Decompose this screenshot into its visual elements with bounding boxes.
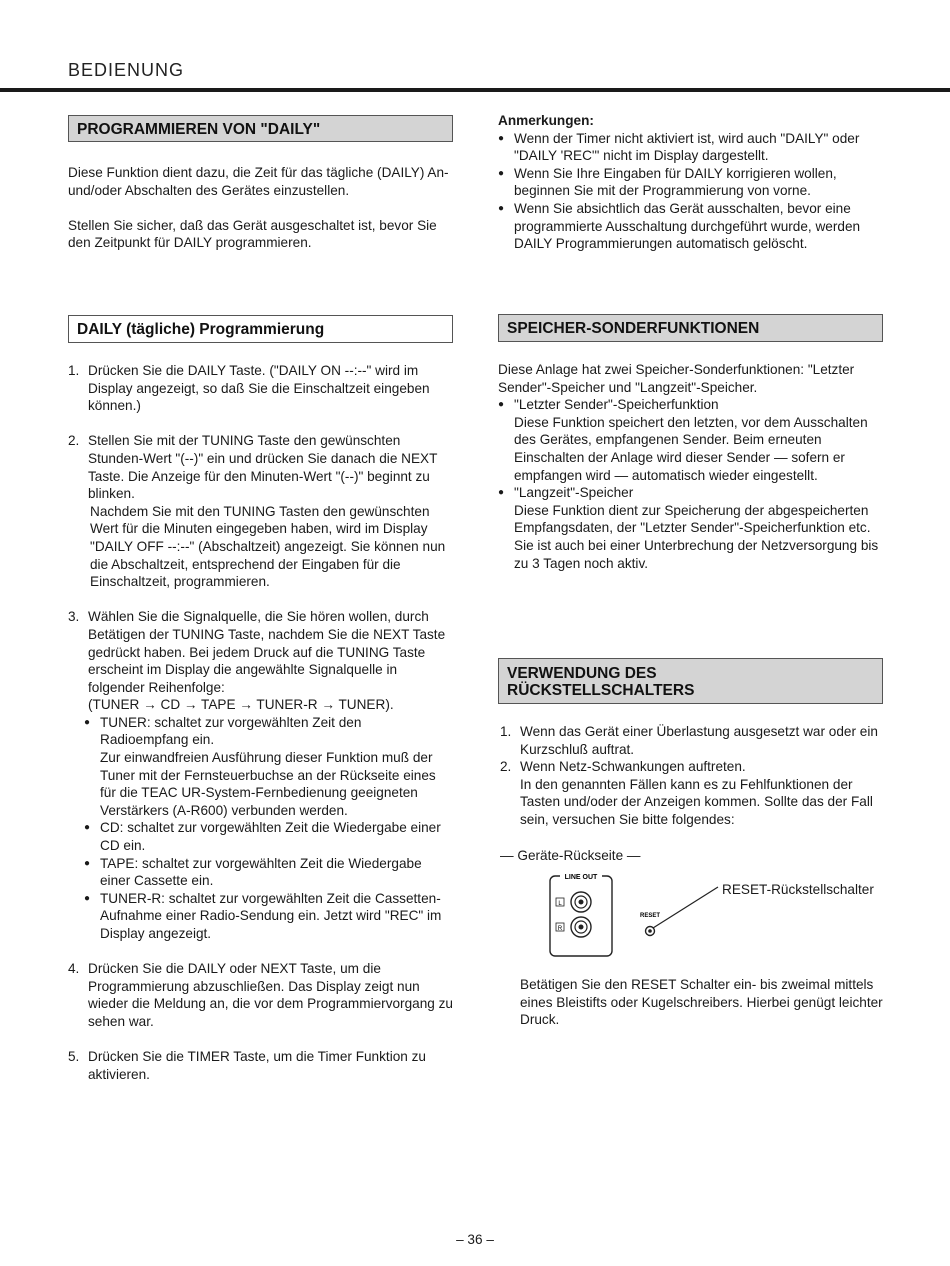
line-out-panel-outline: [550, 876, 612, 956]
speicher-item-langzeit: [498, 484, 883, 572]
step-number: 2.: [68, 433, 80, 449]
heading-line-2: RÜCKSTELLSCHALTERS: [507, 682, 695, 699]
note-text: ● Wenn der Timer nicht aktiviert ist, wird auch "DAILY" oder "DAILY 'REC'" nicht im Display dargestellt.: [514, 130, 860, 164]
source-text: ● CD: schaltet zur vorgewählten Zeit die Wiedergabe einer CD ein.: [100, 820, 441, 854]
note-item-2: [498, 165, 883, 200]
rear-panel-label: — Geräte-Rückseite —: [500, 848, 641, 863]
heading-daily-programmierung: DAILY (tägliche) Programmierung: [68, 315, 453, 343]
reset-conditions: [500, 723, 883, 829]
reset-callout-line: [653, 887, 718, 928]
source-sequence: (TUNER → CD → TAPE → TUNER-R → TUNER).: [88, 697, 394, 713]
step-text: Drücken Sie die TIMER Taste, um die Timer Funktion zu aktivieren.: [88, 1049, 426, 1082]
jack-l-pin: [579, 900, 584, 905]
reset-callout-label: RESET-Rückstellschalter: [722, 882, 874, 897]
source-item-tuner: [84, 714, 453, 820]
notes-block: [498, 112, 883, 253]
reset-button-dot: [648, 929, 652, 933]
note-text: ● Wenn Sie Ihre Eingaben für DAILY korrigieren wollen, beginnen Sie mit der Programmierung von vorne.: [514, 165, 837, 199]
intro-paragraph-2: Stellen Sie sicher, daß das Gerät ausgeschaltet ist, bevor Sie den Zeitpunkt für DAILY programmieren.: [68, 217, 437, 251]
condition-number: 1.: [500, 724, 512, 739]
step-3: [68, 608, 453, 714]
page-section-header: BEDIENUNG: [68, 60, 185, 80]
step-number: 4.: [68, 961, 80, 977]
reset-condition-2: [500, 758, 883, 828]
condition-text: Wenn das Gerät einer Überlastung ausgesetzt war oder ein Kurzschluß auftrat.: [520, 724, 878, 757]
step-2: [68, 432, 453, 590]
condition-number: 2.: [500, 759, 512, 775]
jack-r-label: R: [557, 926, 563, 932]
intro-paragraph-1: Diese Funktion dient dazu, die Zeit für das tägliche (DAILY) An- und/oder Abschalten des Gerätes einzustellen.: [68, 165, 449, 198]
source-text: ● TUNER-R: schaltet zur vorgewählten Zeit die Cassetten-Aufnahme einer Radio-Sendung ein. Jetzt wird "REC" im Display angezeigt.: [100, 890, 442, 941]
note-item-1: [498, 130, 883, 165]
header-rule: [0, 88, 950, 92]
speicher-intro: Diese Anlage hat zwei Speicher-Sonderfunktionen: "Letzter Sender"-Speicher und "Langzeit"-Speicher.: [498, 362, 855, 395]
speicher-item-title: ● "Langzeit"-Speicher: [514, 485, 634, 501]
step-number: 3.: [68, 609, 80, 625]
speicher-item-text: Diese Funktion speichert den letzten, vor dem Ausschalten des Gerätes, empfangenen Sender. Beim erneuten Einschalten der Anlage wird dieser Sender — sofern er empfangen wird — automatisch wieder eingestellt.: [514, 414, 868, 483]
step-number: 5.: [68, 1049, 80, 1065]
intro-text: [68, 164, 453, 252]
speicher-block: [498, 361, 883, 572]
step-4: [68, 960, 453, 1030]
reset-small-label: RESET: [640, 913, 661, 919]
notes-title: Anmerkungen:: [498, 113, 594, 128]
source-text: ● TAPE: schaltet zur vorgewählten Zeit die Wiedergabe einer Cassette ein.: [100, 855, 422, 889]
speicher-item-letzter-sender: [498, 396, 883, 484]
source-item-cd: [84, 819, 453, 854]
step-text: Wählen Sie die Signalquelle, die Sie hören wollen, durch Betätigen der TUNING Taste, nachdem Sie die NEXT Taste gedrückt haben. Bei jedem Druck auf die TUNING Taste erscheint im Display die angewählte Signalquelle in folgender Reihenfolge:: [88, 609, 446, 695]
note-text: ● Wenn Sie absichtlich das Gerät ausschalten, bevor eine programmierte Ausschaltung durchgeführt wurde, werden DAILY Programmierungen automatisch gelöscht.: [514, 200, 861, 252]
step-1: [68, 362, 453, 415]
heading-programmieren-daily: PROGRAMMIEREN VON "DAILY": [68, 115, 453, 142]
note-item-3: [498, 200, 883, 253]
steps-list: [68, 362, 453, 1083]
heading-line-1: VERWENDUNG DES: [507, 665, 657, 682]
reset-condition-1: [500, 723, 883, 758]
heading-verwendung-rueckstellschalter: [498, 658, 883, 704]
condition-text-continued: In den genannten Fällen kann es zu Fehlfunktionen der Tasten und/oder der Anzeigen kommen. Sollte das der Fall sein, versuchen Sie bitte folgendes:: [520, 776, 873, 827]
jack-r-pin: [579, 925, 584, 930]
step-text: Drücken Sie die DAILY oder NEXT Taste, um die Programmierung abzuschließen. Das Display zeigt nun wieder die Meldung an, die vor dem Programmiervorgang zu sehen war.: [88, 961, 453, 1029]
source-item-tuner-r: [84, 890, 453, 943]
step-text-continued: Nachdem Sie mit den TUNING Tasten den gewünschten Wert für die Minuten eingegeben haben, wird im Display "DAILY OFF --:--" (Abschaltzeit) angezeigt. Sie können nun die Abschaltzeit, entsprechend der Eingaben für die Einschaltzeit, programmieren.: [90, 503, 446, 590]
step-text: Drücken Sie die DAILY Taste. ("DAILY ON --:--" wird im Display angezeigt, so daß Sie die Einschaltzeit eingeben können.): [88, 363, 430, 414]
source-note: Zur einwandfreien Ausführung dieser Funktion muß der Tuner mit der Fernsteuerbuchse an der Rückseite eines für die TEAC UR-System-Fernbedienung geeigneten Verstärkers (A-R600) verbunden werden.: [100, 750, 436, 818]
step-5: [68, 1048, 453, 1083]
reset-instruction: [520, 976, 883, 1029]
step-number: 1.: [68, 363, 80, 378]
step-text: Stellen Sie mit der TUNING Taste den gewünschten Stunden-Wert "(--)" ein und drücken Sie danach die NEXT Taste. Die Anzeige für den Minuten-Wert "(--)" beginnt zu blinken.: [88, 433, 438, 502]
reset-instruction-text: Betätigen Sie den RESET Schalter ein- bis zweimal mittels eines Bleistifts oder Kugelschreibers. Hierbei genügt leichter Druck.: [520, 977, 883, 1028]
source-item-tape: [84, 855, 453, 890]
speicher-item-title: ● "Letzter Sender"-Speicherfunktion: [514, 397, 719, 413]
page-number: – 36 –: [456, 1232, 494, 1247]
source-text: ● TUNER: schaltet zur vorgewählten Zeit den Radioempfang ein.: [100, 714, 362, 748]
speicher-item-text: Diese Funktion dient zur Speicherung der abgespeicherten Empfangsdaten, der "Letzter Sender"-Speicherfunktion etc. Sie ist auch bei einer Unterbrechung der Netzversorgung bis zu 3 Tagen noch aktiv.: [514, 502, 879, 571]
jack-l-label: L: [558, 901, 562, 907]
condition-text: Wenn Netz-Schwankungen auftreten.: [520, 759, 746, 775]
heading-speicher-sonderfunktionen: SPEICHER-SONDERFUNKTIONEN: [498, 314, 883, 342]
line-out-label: LINE OUT: [564, 874, 598, 881]
